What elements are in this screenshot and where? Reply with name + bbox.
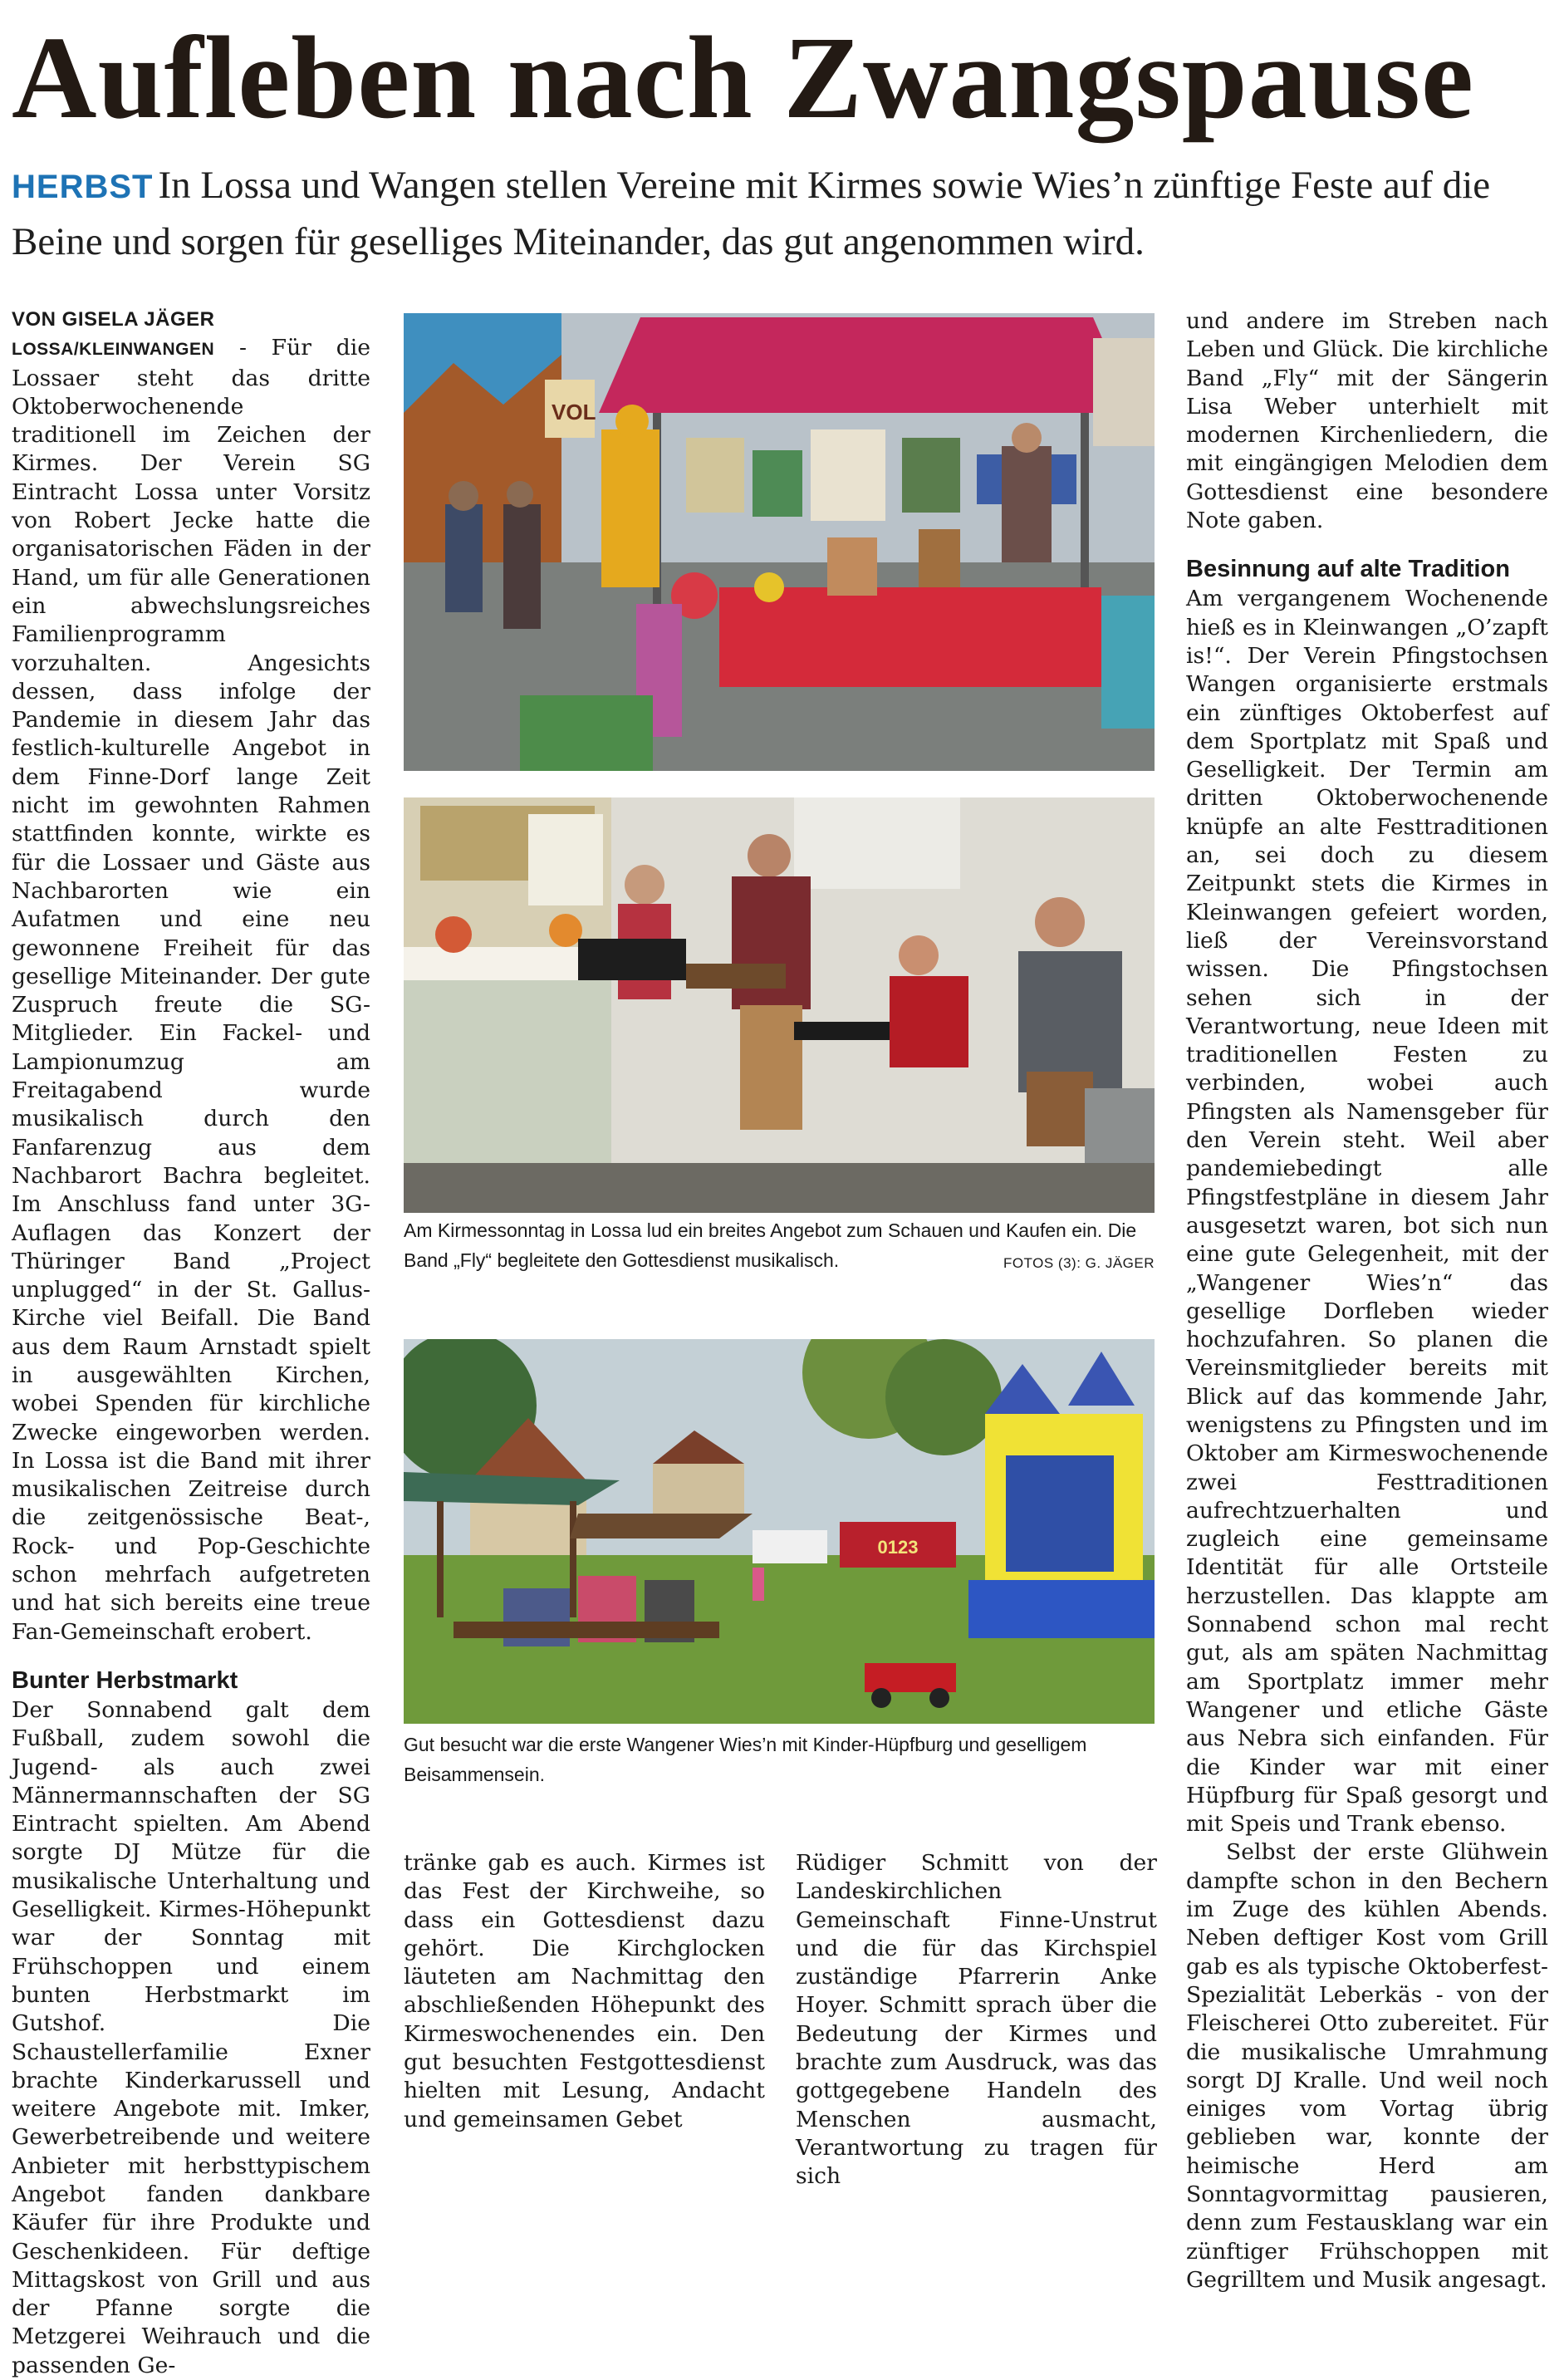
column-3: Rüdiger Schmitt von der Landeskirchlichen Gemeinschaft Finne-Unstrut und die für das Kirchspiel zuständige Pfarrerin Anke Hoyer. Schmitt sprach über die Bedeutung der Kirmes und brachte zum Ausdruck, was das gottgegebene Handeln des Menschen ausmacht, Verantwortung zu tragen für sich: [796, 1850, 1157, 2190]
kicker: HERBST: [12, 169, 154, 205]
stall-sign-text: VOL: [552, 400, 596, 424]
column-2: tränke gab es auch. Kirmes ist das Fest der Kirchweihe, so dass ein Gottesdienst dazu gehört. Die Kirchglocken läuteten am Nachmittag den abschließenden Höhepunkt des Kirmeswochenendes ein. Den gut besuchten Festgottesdienst hielten mit Lesung, Andacht und gemeinsamen Gebet: [404, 1850, 765, 2132]
paragraph-oktoberfest: Am vergangenem Wochenende hieß es in Kleinwangen „O’zapft is!“. Der Verein Pfingstochsen Wangen organisierte erstmals ein zünftiges Oktoberfest auf dem Sportplatz mit Spaß und Geselligkeit. Der Termin am dritten Oktoberwochenende knüpfe an alte Festtraditionen an, sei doch zu diesem Zeitpunkt stets die Kirmes in Kleinwangen gefeiert worden, ließ der Vereinsvorstand wissen. Die Pfingstochsen sehen sich in der Verantwortung, neue Ideen mit traditionellen Festen zu verbinden, wobei auch Pfingsten als Namensgeber für den Verein steht. Weil aber pandemiebedingt alle Pfingstfestpläne in diesem Jahr ausgesetzt waren, bot sich nun eine gute Gelegenheit, mit der „Wangener Wies’n“ das gesellige Dorfleben wieder hochzufahren. So planen die Vereinsmitglieder bereits mit Blick auf das kommende Jahr, wenigstens zu Pfingsten und im Oktober am Kirmeswochenende zwei Festtraditionen aufrechtzuerhalten und zugleich eine gemeinsame Identität für alle Ortsteile herzustellen. Das klappte am Sonnabend schon mal recht gut, als am späten Nachmittag am Sportplatz immer mehr Wangener und etliche Gäste aus Nebra sich einfanden. Für die Kinder war mit einer Hüpfburg für Spaß gesorgt und mit Speis und Trank ebenso.: [1186, 586, 1548, 1838]
caption-photo-wiesn: Gut besucht war die erste Wangener Wies’n mit Kinder-Hüpfburg und geselligem Beisammensein.: [404, 1734, 1087, 1785]
subheading-tradition: Besinnung auf alte Tradition: [1186, 556, 1510, 583]
subhead-text: In Lossa und Wangen stellen Vereine mit Kirmes sowie Wies’n zünftige Feste auf die Beine und sorgen für geselliges Miteinander, das gut angenommen wird.: [12, 164, 1491, 263]
caption-photos-lossa: [404, 1215, 1155, 1278]
trailer-text: 0123: [877, 1537, 919, 1558]
column-1: [12, 306, 370, 2380]
lead-text: - Für die Lossaer steht das dritte Oktoberwochenende traditionell im Zeichen der Kirmes. Der Verein SG Eintracht Lossa unter Vorsitz von Robert Jecke hatte die organisatorischen Fäden in der Hand, um für alle Generationen ein abwechslungsreiches Familienprogramm vorzuhalten. Angesichts dessen, dass infolge der Pandemie in diesem Jahr das festlich-kulturelle Angebot in dem Finne-Dorf lange Zeit nicht im gewohnten Rahmen stattfinden konnte, wirkte es für die Lossaer und Gäste aus Nachbarorten wie ein Aufatmen und eine neu gewonnene Freiheit für das gesellige Miteinander. Der gute Zuspruch freute die SG-Mitglieder. Ein Fackel- und Lampionumzug am Freitagabend wurde musikalisch durch den Fanfarenzug aus dem Nachbarort Bachra begleitet. Im Anschluss fand unter 3G-Auflagen das Konzert der Thüringer Band „Project unplugged“ in der St. Gallus-Kirche viel Beifall. Die Band aus dem Raum Arnstadt spielt in ausgewählten Kirchen, wobei Spenden für kirchliche Zwecke eingeworben werden. In Lossa ist die Band mit ihrer musikalischen Zeitreise durch die zeitgenössische Beat-, Rock- und Pop-Geschichte schon mehrfach aufgetreten und hat sich bereits eine treue Fan-Gemeinschaft erobert.: [12, 335, 370, 1645]
headline: Aufleben nach Zwangspause: [12, 12, 1474, 143]
photo-wangener-wiesn: [404, 1339, 1155, 1724]
paragraph-gluehwein: Selbst der erste Glühwein dampfte schon in den Bechern im Zuge des kühlen Abends. Neben deftiger Kost vom Grill gab es als typische Oktoberfest-Spezialität Leberkäs - von der Fleischerei Otto zubereitet. Für die musikalische Umrahmung sorgt DJ Kralle. Und weil noch einiges vom Vortag übrig geblieben war, konnte der heimische Herd am Sonntagvormittag pausieren, denn zum Festausklang war ein zünftiger Frühschoppen mit Gegrilltem und Musik angesagt.: [1186, 1839, 1548, 2293]
subheadline: [12, 158, 1548, 269]
caption-1-text: Am Kirmessonntag in Lossa lud ein breites Angebot zum Schauen und Kaufen ein. Die Band „Fly“ begleitete den Gottesdienst musikalisch.: [404, 1219, 1137, 1271]
paragraph-fly: und andere im Streben nach Leben und Glück. Die kirchliche Band „Fly“ mit der Sängerin Lisa Weber unterhielt mit modernen Kirchenliedern, die mit eingängigen Melodien dem Gottesdienst eine besondere Note gaben.: [1186, 308, 1548, 534]
byline: VON GISELA JÄGER: [12, 308, 215, 331]
dateline: LOSSA/KLEINWANGEN: [12, 340, 215, 360]
photo-market-stall: [404, 313, 1155, 771]
column-4: [1186, 307, 1548, 2294]
photo-credit: FOTOS (3): G. JÄGER: [1003, 1255, 1155, 1271]
paragraph-herbstmarkt: Der Sonnabend galt dem Fußball, zudem sowohl die Jugend- als auch zwei Männermannschaften der SG Eintracht spielten. Am Abend sorgte DJ Mütze für die musikalische Unterhaltung und Geselligkeit. Kirmes-Höhepunkt war der Sonntag mit Frühschoppen und einem bunten Herbstmarkt im Gutshof. Die Schaustellerfamilie Exner brachte Kinderkarussell und weitere Angebote mit. Imker, Gewerbetreibende und weitere Anbieter mit herbsttypischem Angebot fanden dankbare Käufer für ihre Produkte und Geschenkideen. Für deftige Mittagskost von Grill und aus der Pfanne sorgte die Metzgerei Weihrauch und die passenden Ge-: [12, 1696, 370, 2378]
subheading-herbstmarkt: Bunter Herbstmarkt: [12, 1666, 238, 1694]
photo-band-fly: [404, 797, 1155, 1213]
lead-paragraph: [12, 334, 370, 1646]
